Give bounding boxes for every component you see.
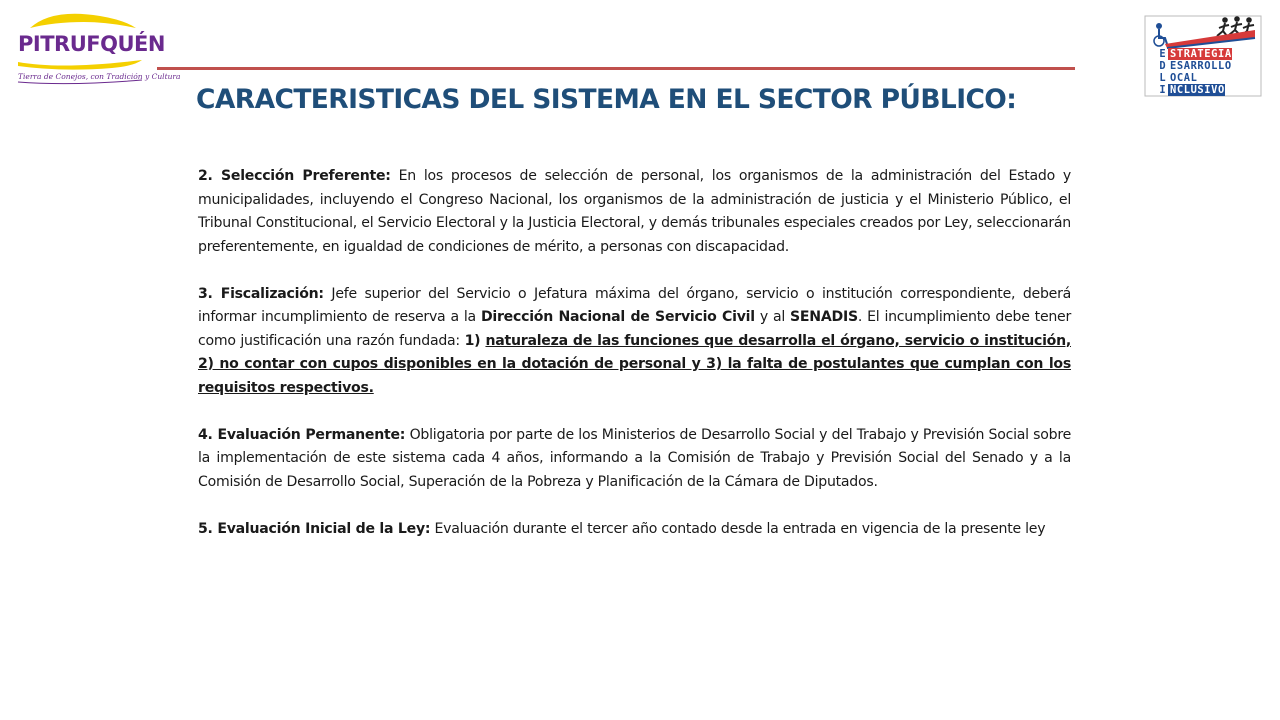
- section-heading: 4. Evaluación Permanente:: [198, 426, 406, 443]
- section-text: y al: [754, 309, 791, 325]
- grid-row: [1157, 60, 1263, 72]
- section-heading: 2. Selección Preferente:: [198, 168, 391, 184]
- bold-term: SENADIS: [790, 309, 858, 325]
- edli-letter-grid: [1157, 48, 1263, 96]
- section-evaluacion-inicial: [198, 518, 1071, 542]
- grid-row: [1157, 48, 1263, 60]
- grid-row: [1157, 84, 1263, 96]
- logo-tagline: Tierra de Conejos, con Tradición y Cultura: [18, 72, 181, 81]
- section-text: . El incumplimiento debe tener como justificación una razón fundada:: [198, 309, 1072, 349]
- grid-word: ESARROLLO: [1170, 60, 1232, 72]
- section-heading: 5. Evaluación Inicial de la Ley:: [198, 520, 431, 537]
- underlined-text: naturaleza de las funciones que desarrolla el órgano, servicio o institución, 2) no contar con cupos disponibles en la dotación de personal y 3) la falta de postulantes que cumplan con los requisitos respectivos.: [198, 332, 1071, 396]
- grid-word: STRATEGIA: [1170, 48, 1232, 60]
- section-fiscalizacion: [198, 283, 1071, 401]
- grid-initial: I: [1159, 84, 1166, 96]
- header-rule: [157, 67, 1075, 70]
- section-heading: 3. Fiscalización:: [198, 285, 324, 302]
- grid-word: OCAL: [1170, 72, 1198, 84]
- section-text: En los procesos de selección de personal, los organismos de la administración del Estado y municipalidades, incluyendo el Congreso Nacional, los organismos de la administración de justicia y el Ministerio Público, el Tribunal Constitucional, el Servicio Electoral y la Justicia Electoral, y demás tribunales especiales creados por Ley, seleccionarán preferentemente, en igualdad de condiciones de mérito, a personas con discapacidad.: [198, 168, 1071, 255]
- grid-word: NCLUSIVO: [1170, 84, 1225, 96]
- grid-initial: L: [1159, 72, 1166, 84]
- grid-row: [1157, 72, 1263, 84]
- section-seleccion-preferente: [198, 165, 1071, 259]
- bold-term: 1): [464, 332, 486, 349]
- grid-initial: D: [1159, 60, 1166, 72]
- grid-initial: E: [1159, 48, 1166, 60]
- section-text: Jefe superior del Servicio o Jefatura máxima del órgano, servicio o institución correspondiente, deberá informar incumplimiento de reserva a la: [198, 285, 1071, 325]
- section-text: Obligatoria por parte de los Ministerios de Desarrollo Social y del Trabajo y Previsión Social sobre la implementación de este sistema cada 4 años, informando a la Comisión de Trabajo y Previsión Social del Senado y a la Comisión de Desarrollo Social, Superación de la Pobreza y Planificación de la Cámara de Diputados.: [198, 426, 1071, 490]
- page-title: CARACTERISTICAS DEL SISTEMA EN EL SECTOR PÚBLICO:: [196, 84, 1017, 115]
- pitrufquen-logo: [12, 10, 181, 90]
- content-body: [198, 165, 1071, 565]
- logo-wordmark: PITRUFQUÉN: [18, 32, 165, 56]
- section-text: Evaluación durante el tercer año contado desde la entrada en vigencia de la presente ley: [430, 520, 1046, 537]
- section-evaluacion-permanente: [198, 424, 1071, 495]
- bold-term: Dirección Nacional de Servicio Civil: [480, 309, 755, 325]
- edli-logo: [1143, 14, 1263, 98]
